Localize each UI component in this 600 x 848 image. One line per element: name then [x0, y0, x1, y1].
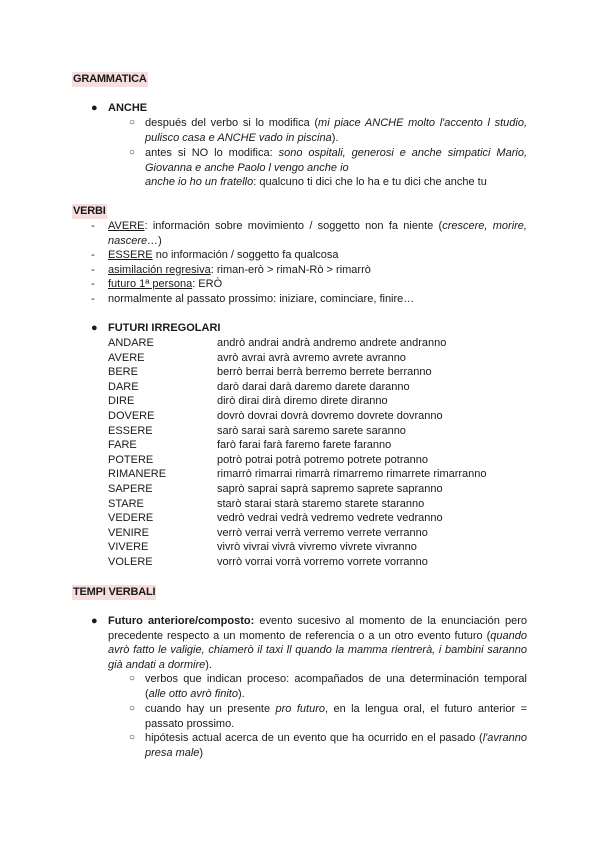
circle-bullet-icon: ○: [129, 732, 136, 743]
circle-bullet-icon: ○: [129, 117, 136, 128]
futuri-forms: dovrò dovrai dovrà dovremo dovrete dovranno: [217, 410, 443, 422]
futuri-verb: VIVERE: [108, 541, 149, 554]
verbi-item-passato: normalmente al passato prossimo: iniziare, cominciare, finire…: [108, 293, 415, 305]
anche-sub2-line3: anche io ho un fratello: qualcuno ti dici che lo ha e tu dici che anche tu: [145, 176, 487, 188]
verbi-item-essere: ESSERE no información / soggetto fa qualcosa: [108, 249, 339, 261]
futuro-anteriore-text: Futuro anteriore/composto: evento sucesivo al momento de la enunciación pero precedente respecto a un momento de referencia o a un otro evento futuro (quando avrò fatto le valigie, chiamerò il taxi ll quando la mamma rientrerà, i bambini saranno già andati a dormire).: [108, 615, 527, 671]
circle-bullet-icon: ○: [129, 147, 136, 158]
futuri-forms: farò farai farà faremo farete faranno: [217, 439, 392, 452]
futuri-verb: VEDERE: [108, 512, 154, 525]
futuri-verb: RIMANERE: [108, 468, 167, 481]
futuri-verb: ANDARE: [108, 337, 154, 349]
futuri-verb: DIRE: [108, 395, 135, 408]
futuri-forms: andrò andrai andrà andremo andrete andranno: [217, 337, 447, 349]
futuri-verb: AVERE: [108, 351, 145, 364]
futuri-forms: darò darai darà daremo darete daranno: [217, 380, 410, 393]
futuri-forms: vedrò vedrai vedrà vedremo vedrete vedranno: [217, 512, 443, 525]
futuri-verb: DOVERE: [108, 410, 155, 422]
verbi-item-futuro: futuro 1ª persona: ERÒ: [108, 278, 223, 290]
heading-verbi: VERBI: [73, 205, 106, 217]
futuri-forms: saprò saprai saprà sapremo saprete sapranno: [217, 483, 443, 495]
dash-bullet: -: [91, 249, 95, 261]
futuri-verb: STARE: [108, 497, 144, 510]
futuri-verb: POTERE: [108, 453, 154, 466]
futuri-forms: vorrò vorrai vorrà vorremo vorrete vorranno: [217, 556, 428, 568]
anche-title: ANCHE: [108, 102, 148, 114]
dash-bullet: -: [91, 264, 95, 276]
dash-bullet: -: [91, 220, 95, 232]
futuri-forms: rimarrò rimarrai rimarrà rimarremo rimarrete rimarranno: [217, 468, 487, 481]
futuri-forms: berrò berrai berrà berremo berrete berranno: [217, 366, 432, 379]
futuri-verb: VENIRE: [108, 526, 149, 539]
tempi-sub1: verbos que indican proceso: acompañados de una determinación temporal (alle otto avrò finito).: [145, 673, 527, 700]
futuri-verb: ESSERE: [108, 424, 153, 437]
futuri-verb: FARE: [108, 439, 137, 452]
futuri-forms: sarò sarai sarà saremo sarete saranno: [217, 424, 406, 437]
futuri-title: FUTURI IRREGOLARI: [108, 322, 221, 334]
futuri-forms: vivrò vivrai vivrà vivremo vivrete vivranno: [217, 541, 417, 554]
tempi-sub2: cuando hay un presente pro futuro, en la lengua oral, el futuro anterior = passato prossimo.: [145, 703, 527, 730]
circle-bullet-icon: ○: [129, 703, 136, 714]
dash-bullet: -: [91, 278, 95, 290]
heading-tempi-verbali: TEMPI VERBALI: [73, 586, 156, 598]
futuri-verb: DARE: [108, 380, 139, 393]
futuri-forms: dirò dirai dirà diremo direte diranno: [217, 395, 388, 408]
dash-bullet: -: [91, 293, 95, 305]
bullet-icon: ●: [91, 322, 98, 334]
futuri-forms: starò starai starà staremo starete staranno: [217, 497, 425, 510]
heading-grammatica: GRAMMATICA: [73, 73, 147, 85]
futuri-forms: verrò verrai verrà verremo verrete verranno: [217, 526, 428, 539]
verbi-item-asimilacion: asimilación regresiva: riman-erò > rimaN-Rò > rimarrò: [108, 264, 371, 276]
futuri-verb: SAPERE: [108, 483, 153, 495]
circle-bullet-icon: ○: [129, 673, 136, 684]
tempi-sub3: hipótesis actual acerca de un evento que ha ocurrido en el pasado (l'avranno presa male): [145, 732, 527, 759]
bullet-icon: ●: [91, 102, 98, 114]
futuri-verb: BERE: [108, 366, 138, 379]
verbi-item-avere: AVERE: información sobre movimiento / soggetto non fa niente (crescere, morire, nascere…): [108, 220, 527, 247]
futuri-forms: avrò avrai avrà avremo avrete avranno: [217, 351, 406, 364]
futuri-verb: VOLERE: [108, 556, 153, 568]
anche-sub2: antes si NO lo modifica: sono ospitali, generosi e anche simpatici Mario, Giovanna e anche Paolo l vengo anche io: [145, 147, 527, 174]
bullet-icon: ●: [91, 615, 98, 627]
anche-sub1: después del verbo si lo modifica (mi piace ANCHE molto l'accento l studio, pulisco casa e ANCHE vado in piscina).: [145, 117, 527, 144]
futuri-forms: potrò potrai potrà potremo potrete potranno: [217, 453, 428, 466]
